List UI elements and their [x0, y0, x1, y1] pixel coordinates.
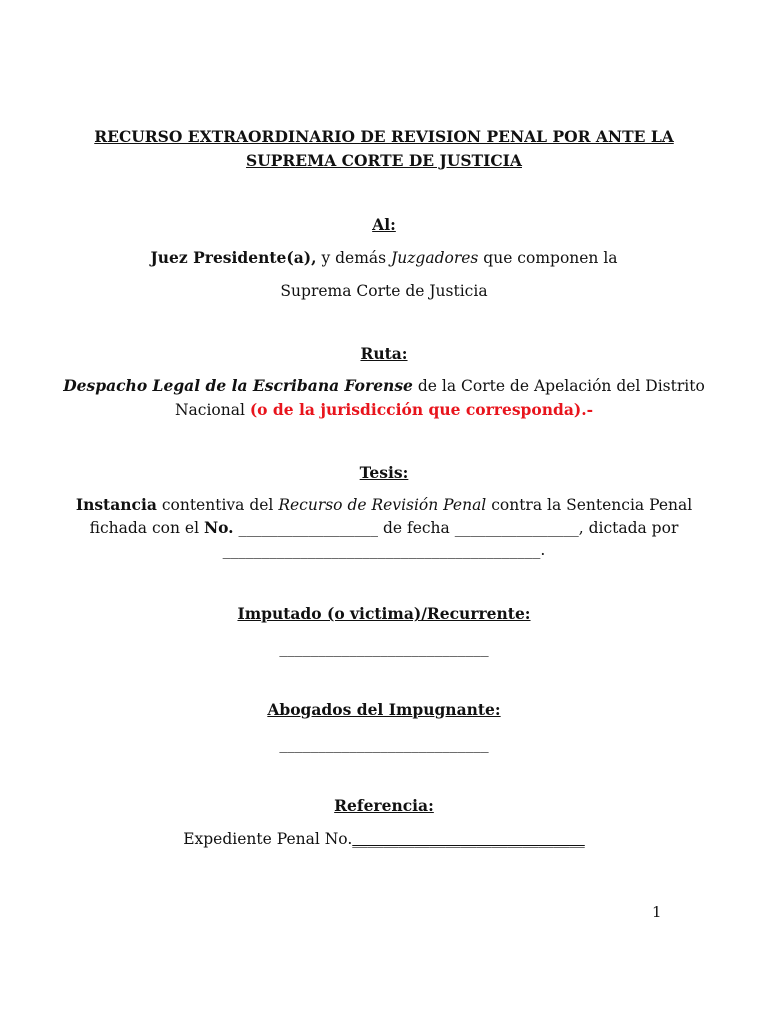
- imputado-heading: Imputado (o victima)/Recurrente:: [237, 604, 531, 623]
- abogados-blank: ___________________________: [279, 735, 489, 753]
- referencia-blank: ______________________________: [352, 830, 585, 848]
- ruta-office-name: Despacho Legal de la Escribana Forense: [63, 376, 413, 395]
- al-line-2: Suprema Corte de Justicia: [280, 282, 488, 300]
- tesis-text-4: __________________ de fecha ________________, dictada por: [233, 519, 679, 537]
- tesis-line-2: [0, 518, 768, 538]
- tesis-line-1: [0, 495, 768, 515]
- ruta-text-2: Nacional: [174, 401, 250, 419]
- tesis-no-label: No.: [203, 518, 234, 537]
- al-judge-title: Juez Presidente(a),: [150, 248, 317, 267]
- tesis-heading: Tesis:: [359, 463, 409, 482]
- imputado-blank: ___________________________: [279, 639, 489, 657]
- al-text-2: que componen la: [478, 249, 618, 267]
- referencia-heading: Referencia:: [334, 796, 434, 815]
- ruta-text-1: de la Corte de Apelación del Distrito: [412, 377, 705, 395]
- al-text-1: y demás: [316, 249, 392, 267]
- referencia-line: [0, 829, 768, 849]
- tesis-instancia: Instancia: [75, 495, 157, 514]
- document-title-line-1: RECURSO EXTRAORDINARIO DE REVISION PENAL POR ANTE LA: [94, 127, 674, 146]
- al-line-1: [0, 248, 768, 268]
- ruta-line-1: [0, 376, 768, 396]
- ruta-line-2: [0, 400, 768, 420]
- ruta-heading: Ruta:: [360, 344, 408, 363]
- al-judges-term: Juzgadores: [391, 249, 479, 267]
- ruta-jurisdiction-note: (o de la jurisdicción que corresponda).-: [249, 400, 594, 419]
- referencia-label: Expediente Penal No.: [183, 830, 353, 848]
- abogados-heading: Abogados del Impugnante:: [267, 700, 501, 719]
- tesis-text-3: fichada con el: [89, 519, 204, 537]
- document-title-line-2: SUPREMA CORTE DE JUSTICIA: [246, 151, 522, 170]
- tesis-text-1: contentiva del: [156, 496, 279, 514]
- tesis-recurso: Recurso de Revisión Penal: [278, 496, 487, 514]
- al-heading: Al:: [372, 215, 396, 234]
- tesis-text-2: contra la Sentencia Penal: [486, 496, 693, 514]
- tesis-line-3: _________________________________________.: [222, 541, 546, 559]
- page-number: 1: [652, 903, 662, 921]
